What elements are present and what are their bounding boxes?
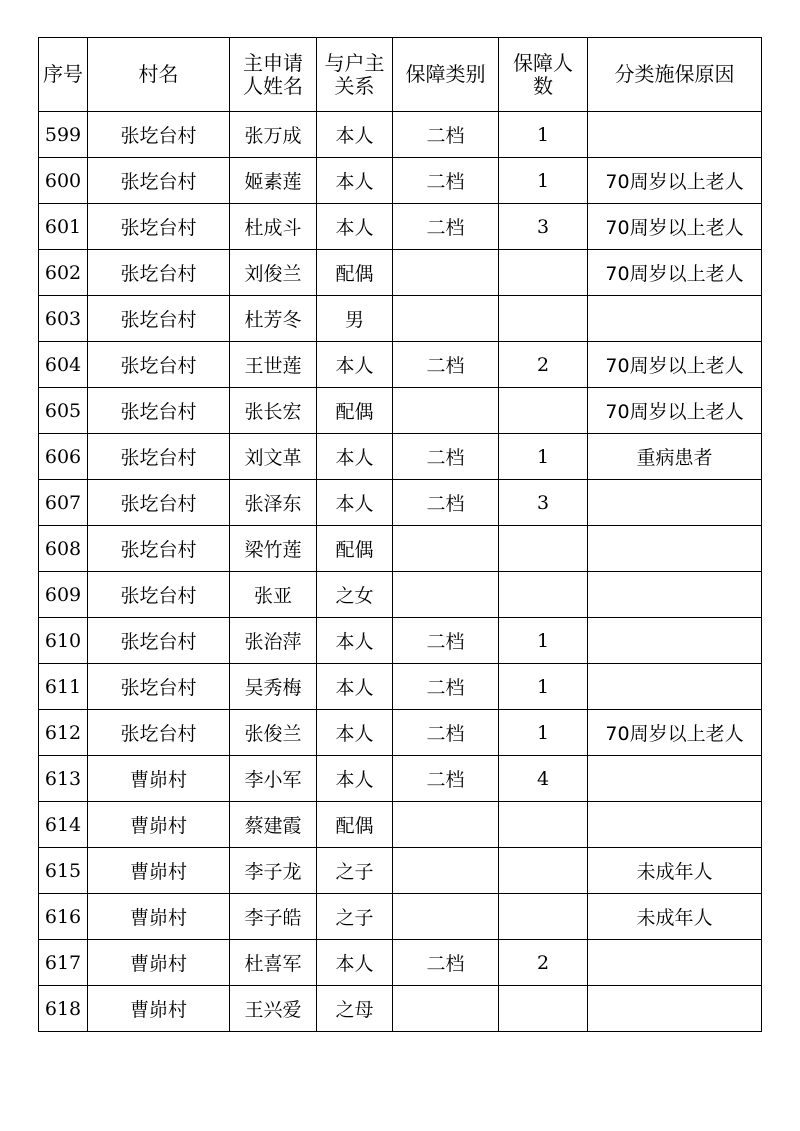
header-seq: 序号 xyxy=(39,38,88,112)
cell-count: 1 xyxy=(499,112,588,158)
header-count-line-2: 数 xyxy=(533,73,553,98)
table-row xyxy=(39,388,762,434)
cell-reason xyxy=(588,756,762,802)
header-relation-line-2: 关系 xyxy=(334,73,375,98)
table-row xyxy=(39,296,762,342)
cell-count: 1 xyxy=(499,710,588,756)
cell-seq: 607 xyxy=(39,480,88,526)
cell-reason: 未成年人 xyxy=(588,848,762,894)
cell-seq: 599 xyxy=(39,112,88,158)
table-row xyxy=(39,618,762,664)
cell-category xyxy=(393,526,499,572)
cell-relation: 男 xyxy=(317,296,393,342)
cell-village: 张圪台村 xyxy=(88,434,230,480)
table-row xyxy=(39,894,762,940)
table-header xyxy=(39,38,762,112)
cell-count: 1 xyxy=(499,618,588,664)
cell-seq: 604 xyxy=(39,342,88,388)
table-row xyxy=(39,756,762,802)
cell-seq: 613 xyxy=(39,756,88,802)
cell-applicant-name: 刘俊兰 xyxy=(230,250,317,296)
cell-category: 二档 xyxy=(393,434,499,480)
cell-count: 1 xyxy=(499,664,588,710)
cell-applicant-name: 吴秀梅 xyxy=(230,664,317,710)
table-row xyxy=(39,434,762,480)
cell-reason: 重病患者 xyxy=(588,434,762,480)
table-row xyxy=(39,112,762,158)
cell-category xyxy=(393,848,499,894)
cell-reason: 70周岁以上老人 xyxy=(588,204,762,250)
cell-reason: 70周岁以上老人 xyxy=(588,342,762,388)
cell-applicant-name: 张长宏 xyxy=(230,388,317,434)
table-row xyxy=(39,342,762,388)
cell-village: 曹峁村 xyxy=(88,940,230,986)
cell-relation: 本人 xyxy=(317,710,393,756)
cell-village: 张圪台村 xyxy=(88,618,230,664)
cell-village: 张圪台村 xyxy=(88,480,230,526)
cell-seq: 608 xyxy=(39,526,88,572)
cell-count: 1 xyxy=(499,158,588,204)
header-row xyxy=(39,38,762,112)
cell-relation: 本人 xyxy=(317,204,393,250)
cell-category: 二档 xyxy=(393,664,499,710)
cell-applicant-name: 姬素莲 xyxy=(230,158,317,204)
cell-reason xyxy=(588,572,762,618)
cell-reason: 70周岁以上老人 xyxy=(588,158,762,204)
cell-village: 曹峁村 xyxy=(88,986,230,1032)
cell-reason xyxy=(588,802,762,848)
cell-village: 张圪台村 xyxy=(88,342,230,388)
cell-category xyxy=(393,572,499,618)
cell-relation: 本人 xyxy=(317,940,393,986)
cell-relation: 配偶 xyxy=(317,388,393,434)
cell-category xyxy=(393,894,499,940)
cell-applicant-name: 刘文革 xyxy=(230,434,317,480)
cell-applicant-name: 张亚 xyxy=(230,572,317,618)
table-row xyxy=(39,664,762,710)
table-row xyxy=(39,480,762,526)
cell-count xyxy=(499,986,588,1032)
cell-count: 3 xyxy=(499,480,588,526)
cell-count: 2 xyxy=(499,342,588,388)
cell-relation: 本人 xyxy=(317,342,393,388)
cell-reason xyxy=(588,296,762,342)
cell-category: 二档 xyxy=(393,112,499,158)
cell-reason xyxy=(588,940,762,986)
cell-relation: 本人 xyxy=(317,158,393,204)
cell-applicant-name: 李小军 xyxy=(230,756,317,802)
cell-relation: 本人 xyxy=(317,480,393,526)
table-row xyxy=(39,572,762,618)
cell-seq: 605 xyxy=(39,388,88,434)
header-applicant xyxy=(230,38,317,112)
cell-count: 3 xyxy=(499,204,588,250)
cell-count xyxy=(499,296,588,342)
cell-applicant-name: 王兴爱 xyxy=(230,986,317,1032)
cell-reason: 未成年人 xyxy=(588,894,762,940)
header-relation xyxy=(317,38,393,112)
cell-applicant-name: 李子皓 xyxy=(230,894,317,940)
cell-relation: 本人 xyxy=(317,618,393,664)
cell-relation: 本人 xyxy=(317,112,393,158)
cell-seq: 612 xyxy=(39,710,88,756)
cell-seq: 603 xyxy=(39,296,88,342)
cell-category: 二档 xyxy=(393,618,499,664)
cell-village: 曹峁村 xyxy=(88,756,230,802)
cell-reason xyxy=(588,618,762,664)
cell-count: 2 xyxy=(499,940,588,986)
cell-applicant-name: 杜喜军 xyxy=(230,940,317,986)
cell-category xyxy=(393,802,499,848)
cell-village: 张圪台村 xyxy=(88,710,230,756)
cell-reason: 70周岁以上老人 xyxy=(588,388,762,434)
cell-category: 二档 xyxy=(393,756,499,802)
cell-applicant-name: 杜芳冬 xyxy=(230,296,317,342)
cell-relation: 之子 xyxy=(317,848,393,894)
cell-village: 曹峁村 xyxy=(88,802,230,848)
header-reason: 分类施保原因 xyxy=(588,38,762,112)
table-row xyxy=(39,204,762,250)
cell-reason xyxy=(588,664,762,710)
cell-category: 二档 xyxy=(393,480,499,526)
cell-village: 张圪台村 xyxy=(88,572,230,618)
cell-category xyxy=(393,986,499,1032)
cell-applicant-name: 杜成斗 xyxy=(230,204,317,250)
cell-applicant-name: 蔡建霞 xyxy=(230,802,317,848)
assistance-roster-table xyxy=(38,37,762,1032)
header-applicant-line-1: 主申请 xyxy=(243,50,303,75)
cell-count xyxy=(499,848,588,894)
cell-village: 张圪台村 xyxy=(88,250,230,296)
cell-count xyxy=(499,526,588,572)
cell-relation: 配偶 xyxy=(317,250,393,296)
table-row xyxy=(39,986,762,1032)
cell-applicant-name: 张俊兰 xyxy=(230,710,317,756)
header-category: 保障类别 xyxy=(393,38,499,112)
cell-village: 张圪台村 xyxy=(88,388,230,434)
cell-applicant-name: 张万成 xyxy=(230,112,317,158)
cell-category xyxy=(393,296,499,342)
cell-seq: 600 xyxy=(39,158,88,204)
header-relation-line-1: 与户主 xyxy=(324,50,385,75)
cell-seq: 615 xyxy=(39,848,88,894)
cell-applicant-name: 李子龙 xyxy=(230,848,317,894)
cell-category: 二档 xyxy=(393,158,499,204)
cell-relation: 本人 xyxy=(317,664,393,710)
cell-village: 张圪台村 xyxy=(88,158,230,204)
cell-reason: 70周岁以上老人 xyxy=(588,250,762,296)
table-row xyxy=(39,250,762,296)
cell-village: 张圪台村 xyxy=(88,112,230,158)
table-row xyxy=(39,526,762,572)
cell-village: 张圪台村 xyxy=(88,204,230,250)
cell-reason xyxy=(588,112,762,158)
cell-category: 二档 xyxy=(393,342,499,388)
cell-seq: 601 xyxy=(39,204,88,250)
cell-seq: 609 xyxy=(39,572,88,618)
header-count xyxy=(499,38,588,112)
cell-relation: 本人 xyxy=(317,434,393,480)
cell-seq: 606 xyxy=(39,434,88,480)
header-village: 村名 xyxy=(88,38,230,112)
cell-applicant-name: 张泽东 xyxy=(230,480,317,526)
cell-reason: 70周岁以上老人 xyxy=(588,710,762,756)
table-row xyxy=(39,710,762,756)
header-applicant-line-2: 人姓名 xyxy=(243,73,303,98)
cell-count xyxy=(499,802,588,848)
cell-count: 4 xyxy=(499,756,588,802)
table-row xyxy=(39,802,762,848)
cell-seq: 617 xyxy=(39,940,88,986)
cell-relation: 配偶 xyxy=(317,802,393,848)
cell-village: 张圪台村 xyxy=(88,664,230,710)
cell-relation: 配偶 xyxy=(317,526,393,572)
cell-seq: 618 xyxy=(39,986,88,1032)
cell-seq: 616 xyxy=(39,894,88,940)
cell-relation: 之母 xyxy=(317,986,393,1032)
cell-village: 张圪台村 xyxy=(88,296,230,342)
cell-count xyxy=(499,250,588,296)
cell-seq: 611 xyxy=(39,664,88,710)
cell-count xyxy=(499,894,588,940)
cell-seq: 614 xyxy=(39,802,88,848)
header-count-line-1: 保障人 xyxy=(513,50,573,75)
cell-category xyxy=(393,388,499,434)
cell-count: 1 xyxy=(499,434,588,480)
cell-category: 二档 xyxy=(393,710,499,756)
cell-count xyxy=(499,572,588,618)
cell-applicant-name: 王世莲 xyxy=(230,342,317,388)
table-row xyxy=(39,940,762,986)
cell-seq: 602 xyxy=(39,250,88,296)
cell-relation: 之女 xyxy=(317,572,393,618)
cell-reason xyxy=(588,526,762,572)
cell-reason xyxy=(588,986,762,1032)
cell-village: 曹峁村 xyxy=(88,848,230,894)
cell-category: 二档 xyxy=(393,204,499,250)
cell-count xyxy=(499,388,588,434)
cell-category: 二档 xyxy=(393,940,499,986)
cell-village: 曹峁村 xyxy=(88,894,230,940)
cell-seq: 610 xyxy=(39,618,88,664)
table-row xyxy=(39,158,762,204)
cell-relation: 本人 xyxy=(317,756,393,802)
table-row xyxy=(39,848,762,894)
cell-reason xyxy=(588,480,762,526)
cell-category xyxy=(393,250,499,296)
cell-applicant-name: 梁竹莲 xyxy=(230,526,317,572)
table-body xyxy=(39,112,762,1032)
cell-relation: 之子 xyxy=(317,894,393,940)
cell-village: 张圪台村 xyxy=(88,526,230,572)
cell-applicant-name: 张治萍 xyxy=(230,618,317,664)
